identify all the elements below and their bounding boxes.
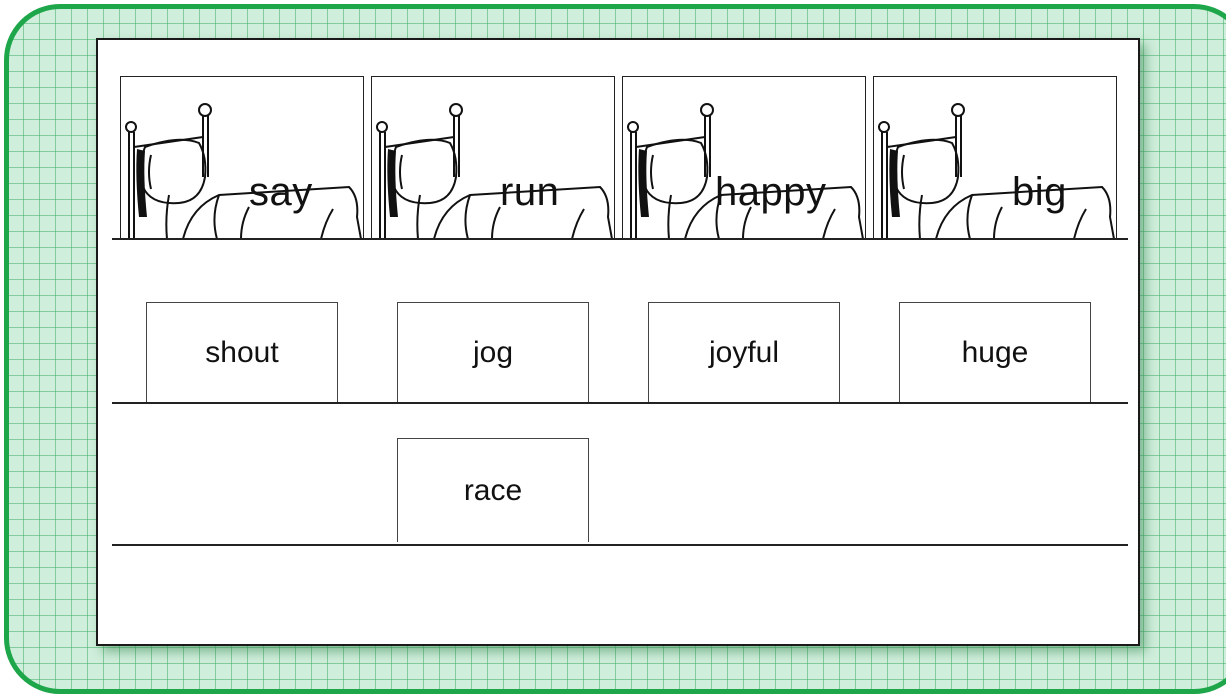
- word-card-huge[interactable]: huge: [899, 302, 1091, 402]
- bed-slot-say[interactable]: [120, 76, 364, 238]
- bed-slot-happy[interactable]: [622, 76, 866, 238]
- shelf-line-3: [112, 544, 1128, 546]
- worksheet: [96, 38, 1140, 646]
- word-card-jog[interactable]: jog: [397, 302, 589, 402]
- bed-icon: [874, 77, 1117, 238]
- bed-icon: [121, 77, 364, 238]
- bed-word: happy: [715, 170, 827, 214]
- bed-slot-big[interactable]: [873, 76, 1117, 238]
- word-card-joyful[interactable]: joyful: [648, 302, 840, 402]
- bed-word: say: [249, 170, 313, 214]
- shelf-line-1: [112, 238, 1128, 240]
- bed-icon: [372, 77, 615, 238]
- word-card-shout[interactable]: shout: [146, 302, 338, 402]
- bed-word: big: [1012, 170, 1067, 214]
- word-card-race[interactable]: race: [397, 438, 589, 542]
- shelf-line-2: [112, 402, 1128, 404]
- bed-slot-run[interactable]: [371, 76, 615, 238]
- bed-word: run: [500, 170, 560, 214]
